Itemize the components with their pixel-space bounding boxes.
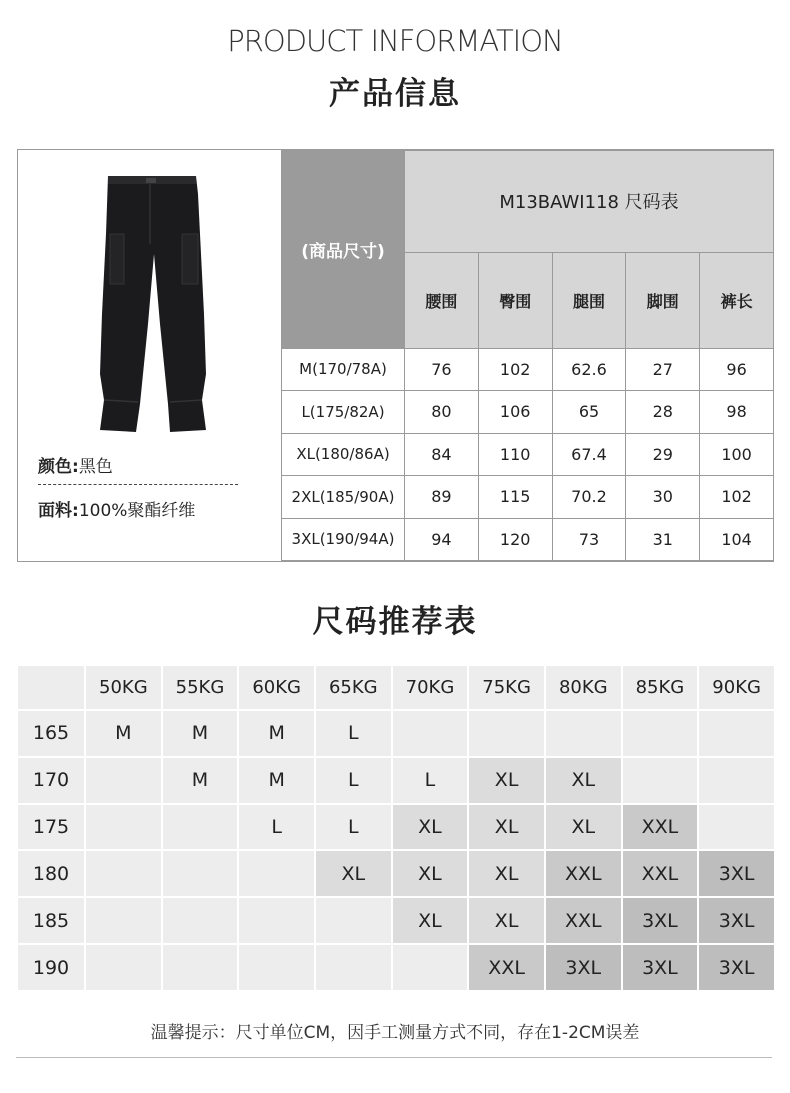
recommend-cell: XL (469, 805, 544, 850)
size-cell: 102 (478, 348, 552, 390)
size-cell: 106 (478, 391, 552, 433)
recommend-cell: XXL (623, 851, 698, 896)
size-label: XL(180/86A) (282, 433, 405, 475)
size-label: M(170/78A) (282, 348, 405, 390)
weight-header-row (18, 666, 774, 709)
weight-header: 50KG (86, 666, 161, 709)
weight-header: 90KG (699, 666, 774, 709)
size-cell: 73 (552, 518, 626, 561)
recommend-cell: XL (316, 851, 391, 896)
recommend-title: 尺码推荐表 (312, 604, 478, 640)
size-cell: 29 (626, 433, 700, 475)
weight-header: 85KG (623, 666, 698, 709)
recommend-cell (239, 945, 314, 990)
fabric-label: 面料: (38, 501, 79, 521)
height-label: 175 (18, 805, 84, 850)
recommend-cell: 3XL (546, 945, 621, 990)
weight-header: 55KG (163, 666, 238, 709)
column-header: 脚围 (626, 252, 700, 348)
page-title-cn: 产品信息 (329, 76, 461, 112)
color-attribute (38, 452, 113, 477)
height-row (18, 711, 774, 756)
recommend-cell: M (239, 711, 314, 756)
recommend-cell: 3XL (623, 898, 698, 943)
recommend-cell (393, 945, 468, 990)
recommend-cell (316, 898, 391, 943)
weight-header: 70KG (393, 666, 468, 709)
size-label: 3XL(190/94A) (282, 518, 405, 561)
recommend-cell (86, 851, 161, 896)
recommend-cell (546, 711, 621, 756)
recommend-corner (18, 666, 84, 709)
fabric-attribute (38, 496, 195, 521)
size-cell: 96 (700, 348, 774, 390)
color-value: 黑色 (78, 457, 113, 477)
bottom-divider (16, 1057, 772, 1058)
black-jogger-pants-icon (88, 174, 218, 434)
recommend-cell (86, 898, 161, 943)
measurement-note: 温馨提示：尺寸单位CM，因手工测量方式不同，存在1-2CM误差 (150, 1023, 640, 1043)
recommend-cell (239, 851, 314, 896)
recommend-cell (699, 758, 774, 803)
recommend-cell: M (163, 711, 238, 756)
column-header: 裤长 (700, 252, 774, 348)
size-cell: 120 (478, 518, 552, 561)
size-cell: 100 (700, 433, 774, 475)
recommend-cell: M (163, 758, 238, 803)
height-row (18, 851, 774, 896)
recommend-cell: XXL (469, 945, 544, 990)
size-row (282, 348, 774, 390)
height-label: 190 (18, 945, 84, 990)
size-cell: 30 (626, 476, 700, 518)
column-header: 臀围 (478, 252, 552, 348)
size-cell: 76 (405, 348, 479, 390)
recommend-cell: 3XL (699, 851, 774, 896)
size-cell: 67.4 (552, 433, 626, 475)
recommend-cell (239, 898, 314, 943)
size-cell: 28 (626, 391, 700, 433)
size-label: 2XL(185/90A) (282, 476, 405, 518)
recommend-cell: XXL (546, 851, 621, 896)
height-label: 180 (18, 851, 84, 896)
height-row (18, 945, 774, 990)
size-label: L(175/82A) (282, 391, 405, 433)
height-label: 185 (18, 898, 84, 943)
height-row (18, 898, 774, 943)
size-row (282, 476, 774, 518)
size-cell: 80 (405, 391, 479, 433)
size-cell: 31 (626, 518, 700, 561)
recommend-cell: XL (393, 898, 468, 943)
size-cell: 84 (405, 433, 479, 475)
recommend-cell (163, 805, 238, 850)
recommend-cell: XL (546, 758, 621, 803)
recommend-cell (86, 758, 161, 803)
recommend-cell: 3XL (699, 945, 774, 990)
recommend-cell: XL (393, 851, 468, 896)
size-cell: 94 (405, 518, 479, 561)
column-header: 腰围 (405, 252, 479, 348)
recommend-cell: XL (393, 805, 468, 850)
weight-header: 75KG (469, 666, 544, 709)
height-row (18, 758, 774, 803)
size-row (282, 433, 774, 475)
product-info-panel (17, 149, 774, 562)
size-cell: 89 (405, 476, 479, 518)
attribute-divider (38, 484, 238, 485)
size-cell: 115 (478, 476, 552, 518)
recommend-cell (393, 711, 468, 756)
recommend-cell: M (86, 711, 161, 756)
size-cell: 62.6 (552, 348, 626, 390)
recommend-cell (163, 898, 238, 943)
column-header: 腿围 (552, 252, 626, 348)
recommend-cell: XL (546, 805, 621, 850)
size-cell: 98 (700, 391, 774, 433)
recommend-cell: L (239, 805, 314, 850)
recommend-cell (699, 711, 774, 756)
size-row (282, 391, 774, 433)
weight-header: 80KG (546, 666, 621, 709)
recommend-cell: XL (469, 851, 544, 896)
recommend-cell (623, 758, 698, 803)
recommend-cell (469, 711, 544, 756)
weight-header: 60KG (239, 666, 314, 709)
size-cell: 70.2 (552, 476, 626, 518)
recommend-cell: 3XL (699, 898, 774, 943)
size-cell: 27 (626, 348, 700, 390)
weight-header: 65KG (316, 666, 391, 709)
recommend-cell (163, 851, 238, 896)
size-chart-table (281, 150, 774, 561)
size-chart-title: M13BAWI118 尺码表 (405, 151, 774, 253)
recommend-cell (623, 711, 698, 756)
recommend-cell: XL (469, 758, 544, 803)
recommend-cell (86, 805, 161, 850)
height-label: 170 (18, 758, 84, 803)
height-label: 165 (18, 711, 84, 756)
size-corner-label: (商品尺寸) (282, 151, 405, 349)
size-row (282, 518, 774, 561)
recommend-cell (316, 945, 391, 990)
recommend-cell: L (393, 758, 468, 803)
size-cell: 65 (552, 391, 626, 433)
color-label: 颜色: (38, 457, 79, 477)
recommend-cell: XXL (623, 805, 698, 850)
height-row (18, 805, 774, 850)
size-recommend-table (16, 664, 776, 992)
recommend-cell: M (239, 758, 314, 803)
recommend-cell: L (316, 711, 391, 756)
size-cell: 102 (700, 476, 774, 518)
recommend-cell (86, 945, 161, 990)
recommend-cell: XXL (546, 898, 621, 943)
recommend-cell: 3XL (623, 945, 698, 990)
recommend-cell: L (316, 805, 391, 850)
recommend-cell: L (316, 758, 391, 803)
recommend-cell (699, 805, 774, 850)
size-cell: 104 (700, 518, 774, 561)
recommend-cell: XL (469, 898, 544, 943)
size-cell: 110 (478, 433, 552, 475)
fabric-value: 100%聚酯纤维 (78, 501, 196, 521)
page-title-en: PRODUCT INFORMATION (227, 24, 563, 58)
recommend-cell (163, 945, 238, 990)
